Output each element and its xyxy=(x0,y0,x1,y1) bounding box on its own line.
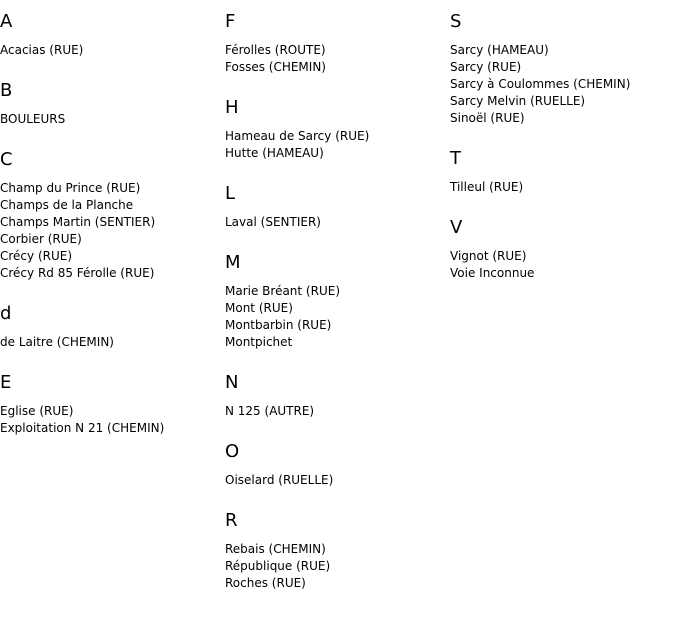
street-link[interactable]: Champs de la Planche xyxy=(0,198,134,212)
street-link[interactable]: République (RUE) xyxy=(225,559,331,573)
street-link[interactable]: Rebais (CHEMIN) xyxy=(225,542,326,556)
letter-group xyxy=(225,371,450,420)
street-link[interactable]: de Laitre (CHEMIN) xyxy=(0,335,114,349)
letter-group xyxy=(450,216,675,282)
index-column-1 xyxy=(0,10,225,457)
index-column-2 xyxy=(225,10,450,612)
letter-heading: O xyxy=(225,441,240,462)
street-link[interactable]: Laval (SENTIER) xyxy=(225,215,321,229)
street-link[interactable]: Montbarbin (RUE) xyxy=(225,318,332,332)
street-link[interactable]: Voie Inconnue xyxy=(450,266,535,280)
letter-heading: V xyxy=(450,217,463,238)
letter-group xyxy=(0,79,225,128)
street-link[interactable]: Vignot (RUE) xyxy=(450,249,527,263)
letter-heading: S xyxy=(450,11,462,32)
street-link[interactable]: Férolles (ROUTE) xyxy=(225,43,326,57)
street-link[interactable]: Champ du Prince (RUE) xyxy=(0,181,141,195)
street-link[interactable]: Fosses (CHEMIN) xyxy=(225,60,326,74)
street-link[interactable]: BOULEURS xyxy=(0,112,66,126)
street-link[interactable]: Sarcy à Coulommes (CHEMIN) xyxy=(450,77,631,91)
street-link[interactable]: Roches (RUE) xyxy=(225,576,306,590)
street-link[interactable]: Sarcy (HAMEAU) xyxy=(450,43,549,57)
street-link[interactable]: Corbier (RUE) xyxy=(0,232,82,246)
letter-group xyxy=(0,148,225,282)
street-link[interactable]: Acacias (RUE) xyxy=(0,43,84,57)
letter-group xyxy=(225,96,450,162)
street-link[interactable]: Hutte (HAMEAU) xyxy=(225,146,324,160)
letter-heading: A xyxy=(0,11,13,32)
letter-heading: d xyxy=(0,303,12,324)
letter-group xyxy=(225,182,450,231)
letter-heading: C xyxy=(0,149,13,170)
street-link[interactable]: Crécy Rd 85 Férolle (RUE) xyxy=(0,266,155,280)
letter-heading: T xyxy=(450,148,461,169)
street-link[interactable]: Sarcy (RUE) xyxy=(450,60,522,74)
street-link[interactable]: Hameau de Sarcy (RUE) xyxy=(225,129,370,143)
street-link[interactable]: Champs Martin (SENTIER) xyxy=(0,215,156,229)
street-link[interactable]: Eglise (RUE) xyxy=(0,404,74,418)
letter-heading: L xyxy=(225,183,236,204)
letter-group xyxy=(450,147,675,196)
street-link[interactable]: Oiselard (RUELLE) xyxy=(225,473,334,487)
letter-group xyxy=(225,509,450,592)
letter-heading: N xyxy=(225,372,239,393)
letter-group xyxy=(0,302,225,351)
street-link[interactable]: Montpichet xyxy=(225,335,293,349)
letter-heading: M xyxy=(225,252,241,273)
street-link[interactable]: N 125 (AUTRE) xyxy=(225,404,315,418)
street-link[interactable]: Tilleul (RUE) xyxy=(450,180,524,194)
street-link[interactable]: Marie Bréant (RUE) xyxy=(225,284,341,298)
letter-group xyxy=(0,371,225,437)
index-column-3 xyxy=(450,10,675,302)
letter-group xyxy=(225,440,450,489)
street-link[interactable]: Sinoël (RUE) xyxy=(450,111,525,125)
street-link[interactable]: Crécy (RUE) xyxy=(0,249,73,263)
street-link[interactable]: Sarcy Melvin (RUELLE) xyxy=(450,94,586,108)
street-link[interactable]: Exploitation N 21 (CHEMIN) xyxy=(0,421,165,435)
letter-heading: B xyxy=(0,80,13,101)
street-link[interactable]: Mont (RUE) xyxy=(225,301,293,315)
letter-group xyxy=(450,10,675,127)
letter-heading: H xyxy=(225,97,239,118)
letter-group xyxy=(0,10,225,59)
letter-heading: E xyxy=(0,372,12,393)
letter-heading: R xyxy=(225,510,238,531)
letter-group xyxy=(225,251,450,351)
letter-heading: F xyxy=(225,11,236,32)
letter-group xyxy=(225,10,450,76)
